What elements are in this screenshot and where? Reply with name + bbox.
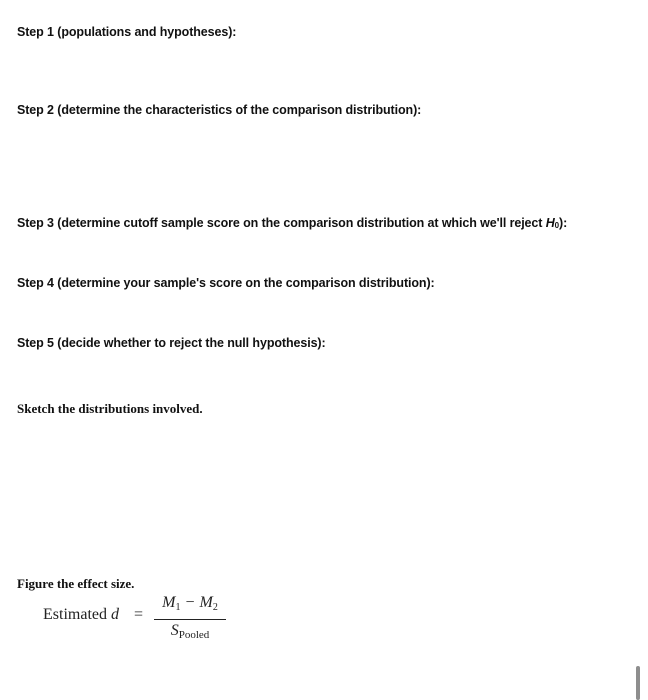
step-3-text: Step 3 (determine cutoff sample score on the comparison distribution at which we'll reject: [17, 216, 546, 230]
step-2-heading: Step 2 (determine the characteristics of the comparison distribution):: [17, 103, 422, 117]
null-hypothesis-symbol: H: [545, 216, 555, 230]
pooled-sd-subscript: Pooled: [178, 629, 210, 641]
step-5-heading: Step 5 (decide whether to reject the null hypothesis):: [17, 336, 326, 350]
sketch-distributions-heading: Sketch the distributions involved.: [17, 401, 203, 416]
step-1-heading: Step 1 (populations and hypotheses):: [17, 25, 237, 39]
formula-lhs: [43, 606, 119, 624]
mean-2-symbol: M: [199, 594, 213, 611]
mean-1-symbol: M: [162, 594, 176, 611]
step-3-text-end: ):: [559, 216, 568, 230]
formula-fraction: [152, 592, 228, 646]
null-hypothesis-subscript: 0: [554, 221, 559, 230]
effect-size-heading: Figure the effect size.: [17, 576, 135, 591]
formula-lhs-variable: d: [110, 606, 119, 623]
mean-1-subscript: 1: [175, 602, 181, 613]
formula-denominator: [152, 620, 228, 646]
formula-lhs-text: Estimated: [43, 606, 111, 623]
pooled-sd-symbol: S: [170, 622, 179, 639]
vertical-scrollbar[interactable]: [636, 666, 640, 700]
minus-sign: −: [185, 594, 195, 611]
mean-2-subscript: 2: [212, 602, 218, 613]
formula-equals: =: [134, 606, 144, 623]
step-3-heading: [17, 216, 567, 230]
formula-numerator: [152, 592, 228, 619]
step-4-heading: Step 4 (determine your sample's score on the comparison distribution):: [17, 276, 435, 290]
